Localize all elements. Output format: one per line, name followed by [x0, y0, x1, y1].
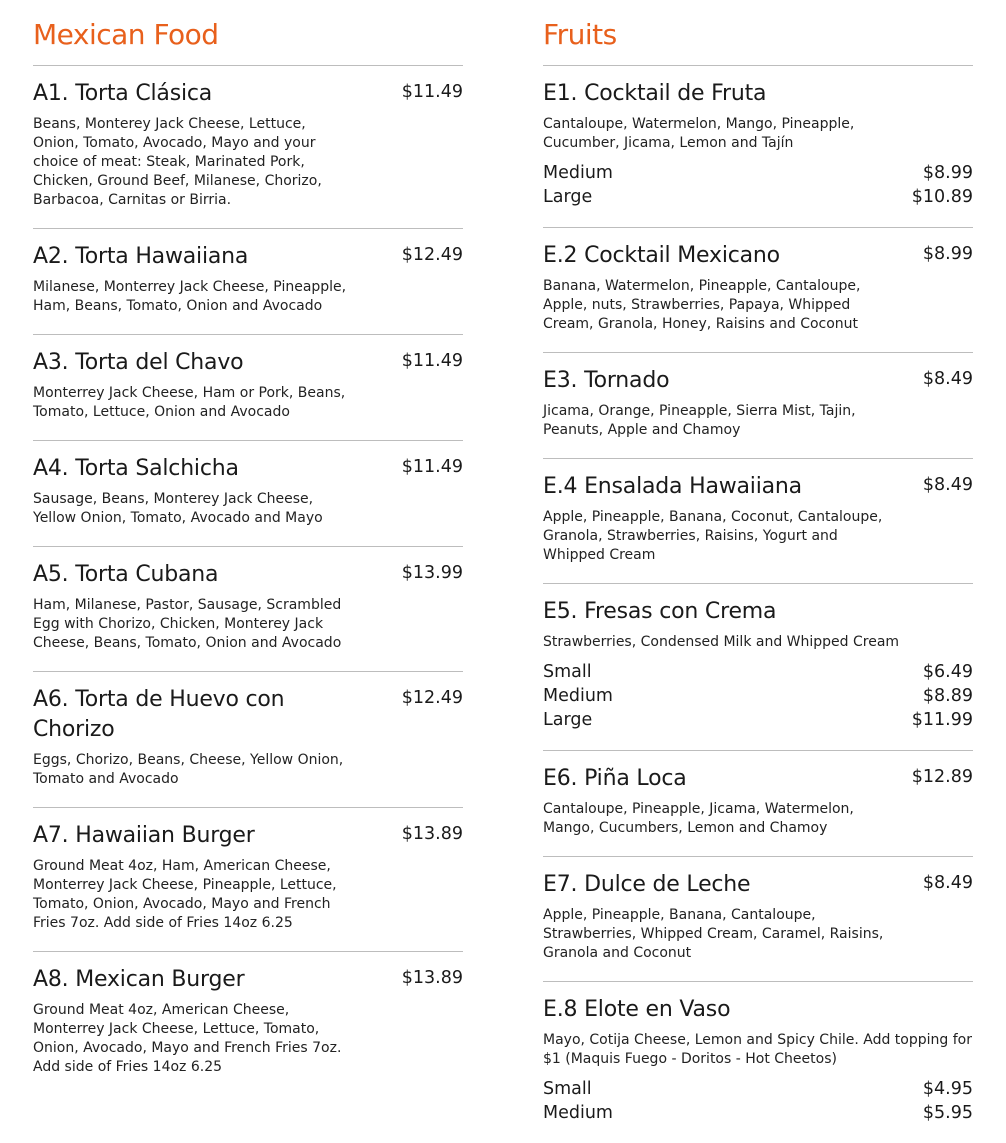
- menu-item-a5: [33, 547, 463, 672]
- item-description: Apple, Pineapple, Banana, Cantaloupe, Strawberries, Whipped Cream, Caramel, Raisins, Granola and Coconut: [543, 907, 884, 961]
- size-row: [543, 660, 973, 684]
- item-name: E3. Tornado: [543, 368, 670, 393]
- size-label: Large: [543, 710, 593, 730]
- item-name: E7. Dulce de Leche: [543, 872, 751, 897]
- item-price: $8.49: [922, 369, 973, 389]
- item-name: E.4 Ensalada Hawaiiana: [543, 474, 802, 499]
- menu-item-a6: [33, 672, 463, 808]
- size-row: [543, 708, 973, 732]
- size-price: $6.49: [922, 662, 973, 682]
- size-price: $5.95: [922, 1103, 973, 1123]
- item-description: Jicama, Orange, Pineapple, Sierra Mist, Tajin, Peanuts, Apple and Chamoy: [543, 403, 856, 438]
- item-name: E.2 Cocktail Mexicano: [543, 243, 780, 268]
- item-name: A1. Torta Clásica: [33, 81, 213, 106]
- size-options: [543, 660, 973, 732]
- menu-item-e8: [543, 982, 973, 1143]
- item-description: Ground Meat 4oz, Ham, American Cheese, Monterrey Jack Cheese, Pineapple, Lettuce, Tomato, Onion, Avocado, Mayo and French Fries 7oz. Add side of Fries 14oz 6.25: [33, 858, 337, 931]
- item-price: $11.49: [401, 457, 463, 477]
- item-name: A7. Hawaiian Burger: [33, 823, 255, 848]
- item-description: Ham, Milanese, Pastor, Sausage, Scrambled Egg with Chorizo, Chicken, Monterey Jack Cheese, Beans, Tomato, Onion and Avocado: [33, 597, 342, 651]
- item-description: Ground Meat 4oz, American Cheese, Monterrey Jack Cheese, Lettuce, Tomato, Onion, Avocado, Mayo and French Fries 7oz. Add side of Fries 14oz 6.25: [33, 1002, 342, 1075]
- menu-item-a1: [33, 66, 463, 229]
- size-options: [543, 161, 973, 209]
- size-price: $11.99: [911, 710, 973, 730]
- menu-item-e3: [543, 353, 973, 459]
- size-row: [543, 1077, 973, 1101]
- item-price: $8.49: [922, 475, 973, 495]
- item-description: Strawberries, Condensed Milk and Whipped Cream: [543, 634, 900, 650]
- size-label: Medium: [543, 1103, 613, 1123]
- item-description: Eggs, Chorizo, Beans, Cheese, Yellow Onion, Tomato and Avocado: [33, 752, 344, 787]
- menu-item-e4: [543, 459, 973, 584]
- item-name: E5. Fresas con Crema: [543, 599, 777, 624]
- size-row: [543, 161, 973, 185]
- item-name: E.8 Elote en Vaso: [543, 997, 731, 1022]
- menu-item-a4: [33, 441, 463, 547]
- size-price: $4.95: [922, 1079, 973, 1099]
- item-price: $13.99: [401, 563, 463, 583]
- menu-item-e5: [543, 584, 973, 751]
- item-price: $11.49: [401, 82, 463, 102]
- size-row: [543, 185, 973, 209]
- item-price: $13.89: [401, 968, 463, 988]
- size-price: $10.89: [911, 187, 973, 207]
- menu-item-e2: [543, 228, 973, 353]
- item-description: Cantaloupe, Pineapple, Jicama, Watermelon, Mango, Cucumbers, Lemon and Chamoy: [543, 801, 854, 836]
- item-name: A3. Torta del Chavo: [33, 350, 244, 375]
- menu-item-e6: [543, 751, 973, 857]
- item-description: Milanese, Monterrey Jack Cheese, Pineapple, Ham, Beans, Tomato, Onion and Avocado: [33, 279, 347, 314]
- section-title-mexican-food: Mexican Food: [33, 0, 463, 66]
- menu-item-a7: [33, 808, 463, 952]
- item-price: $8.99: [922, 244, 973, 264]
- menu-item-a8: [33, 952, 463, 1095]
- menu-item-a3: [33, 335, 463, 441]
- item-description: Apple, Pineapple, Banana, Coconut, Cantaloupe, Granola, Strawberries, Raisins, Yogurt and Whipped Cream: [543, 509, 883, 563]
- item-price: $12.49: [401, 688, 463, 708]
- item-name: E1. Cocktail de Fruta: [543, 81, 767, 106]
- fruits-column: [543, 0, 973, 1143]
- size-row: [543, 1101, 973, 1125]
- item-name: A5. Torta Cubana: [33, 562, 219, 587]
- item-name: A2. Torta Hawaiiana: [33, 244, 249, 269]
- item-description: Monterrey Jack Cheese, Ham or Pork, Beans, Tomato, Lettuce, Onion and Avocado: [33, 385, 346, 420]
- mexican-food-column: [33, 0, 463, 1095]
- menu-item-e1: [543, 66, 973, 228]
- item-price: $8.49: [922, 873, 973, 893]
- size-options: [543, 1077, 973, 1125]
- item-description: Cantaloupe, Watermelon, Mango, Pineapple, Cucumber, Jicama, Lemon and Tajín: [543, 116, 855, 151]
- size-price: $8.99: [922, 163, 973, 183]
- menu-item-e7: [543, 857, 973, 982]
- item-description: Beans, Monterey Jack Cheese, Lettuce, Onion, Tomato, Avocado, Mayo and your choice of meat: Steak, Marinated Pork, Chicken, Ground Beef, Milanese, Chorizo, Barbacoa, Carnitas or Birria.: [33, 116, 322, 208]
- item-price: $12.49: [401, 245, 463, 265]
- size-label: Large: [543, 187, 593, 207]
- size-row: [543, 684, 973, 708]
- item-name: A8. Mexican Burger: [33, 967, 245, 992]
- item-name: A6. Torta de Huevo con Chorizo: [33, 687, 285, 742]
- item-price: $11.49: [401, 351, 463, 371]
- item-price: $13.89: [401, 824, 463, 844]
- item-description: Mayo, Cotija Cheese, Lemon and Spicy Chile. Add topping for $1 (Maquis Fuego - Doritos - Hot Cheetos): [543, 1032, 972, 1067]
- item-description: Banana, Watermelon, Pineapple, Cantaloupe, Apple, nuts, Strawberries, Papaya, Whipped Cream, Granola, Honey, Raisins and Coconut: [543, 278, 861, 332]
- size-label: Medium: [543, 163, 613, 183]
- item-price: $12.89: [911, 767, 973, 787]
- size-price: $8.89: [922, 686, 973, 706]
- section-title-fruits: Fruits: [543, 0, 973, 66]
- item-name: A4. Torta Salchicha: [33, 456, 239, 481]
- item-name: E6. Piña Loca: [543, 766, 687, 791]
- size-label: Small: [543, 1079, 592, 1099]
- size-label: Medium: [543, 686, 613, 706]
- menu-item-a2: [33, 229, 463, 335]
- item-description: Sausage, Beans, Monterey Jack Cheese, Yellow Onion, Tomato, Avocado and Mayo: [33, 491, 323, 526]
- size-label: Small: [543, 662, 592, 682]
